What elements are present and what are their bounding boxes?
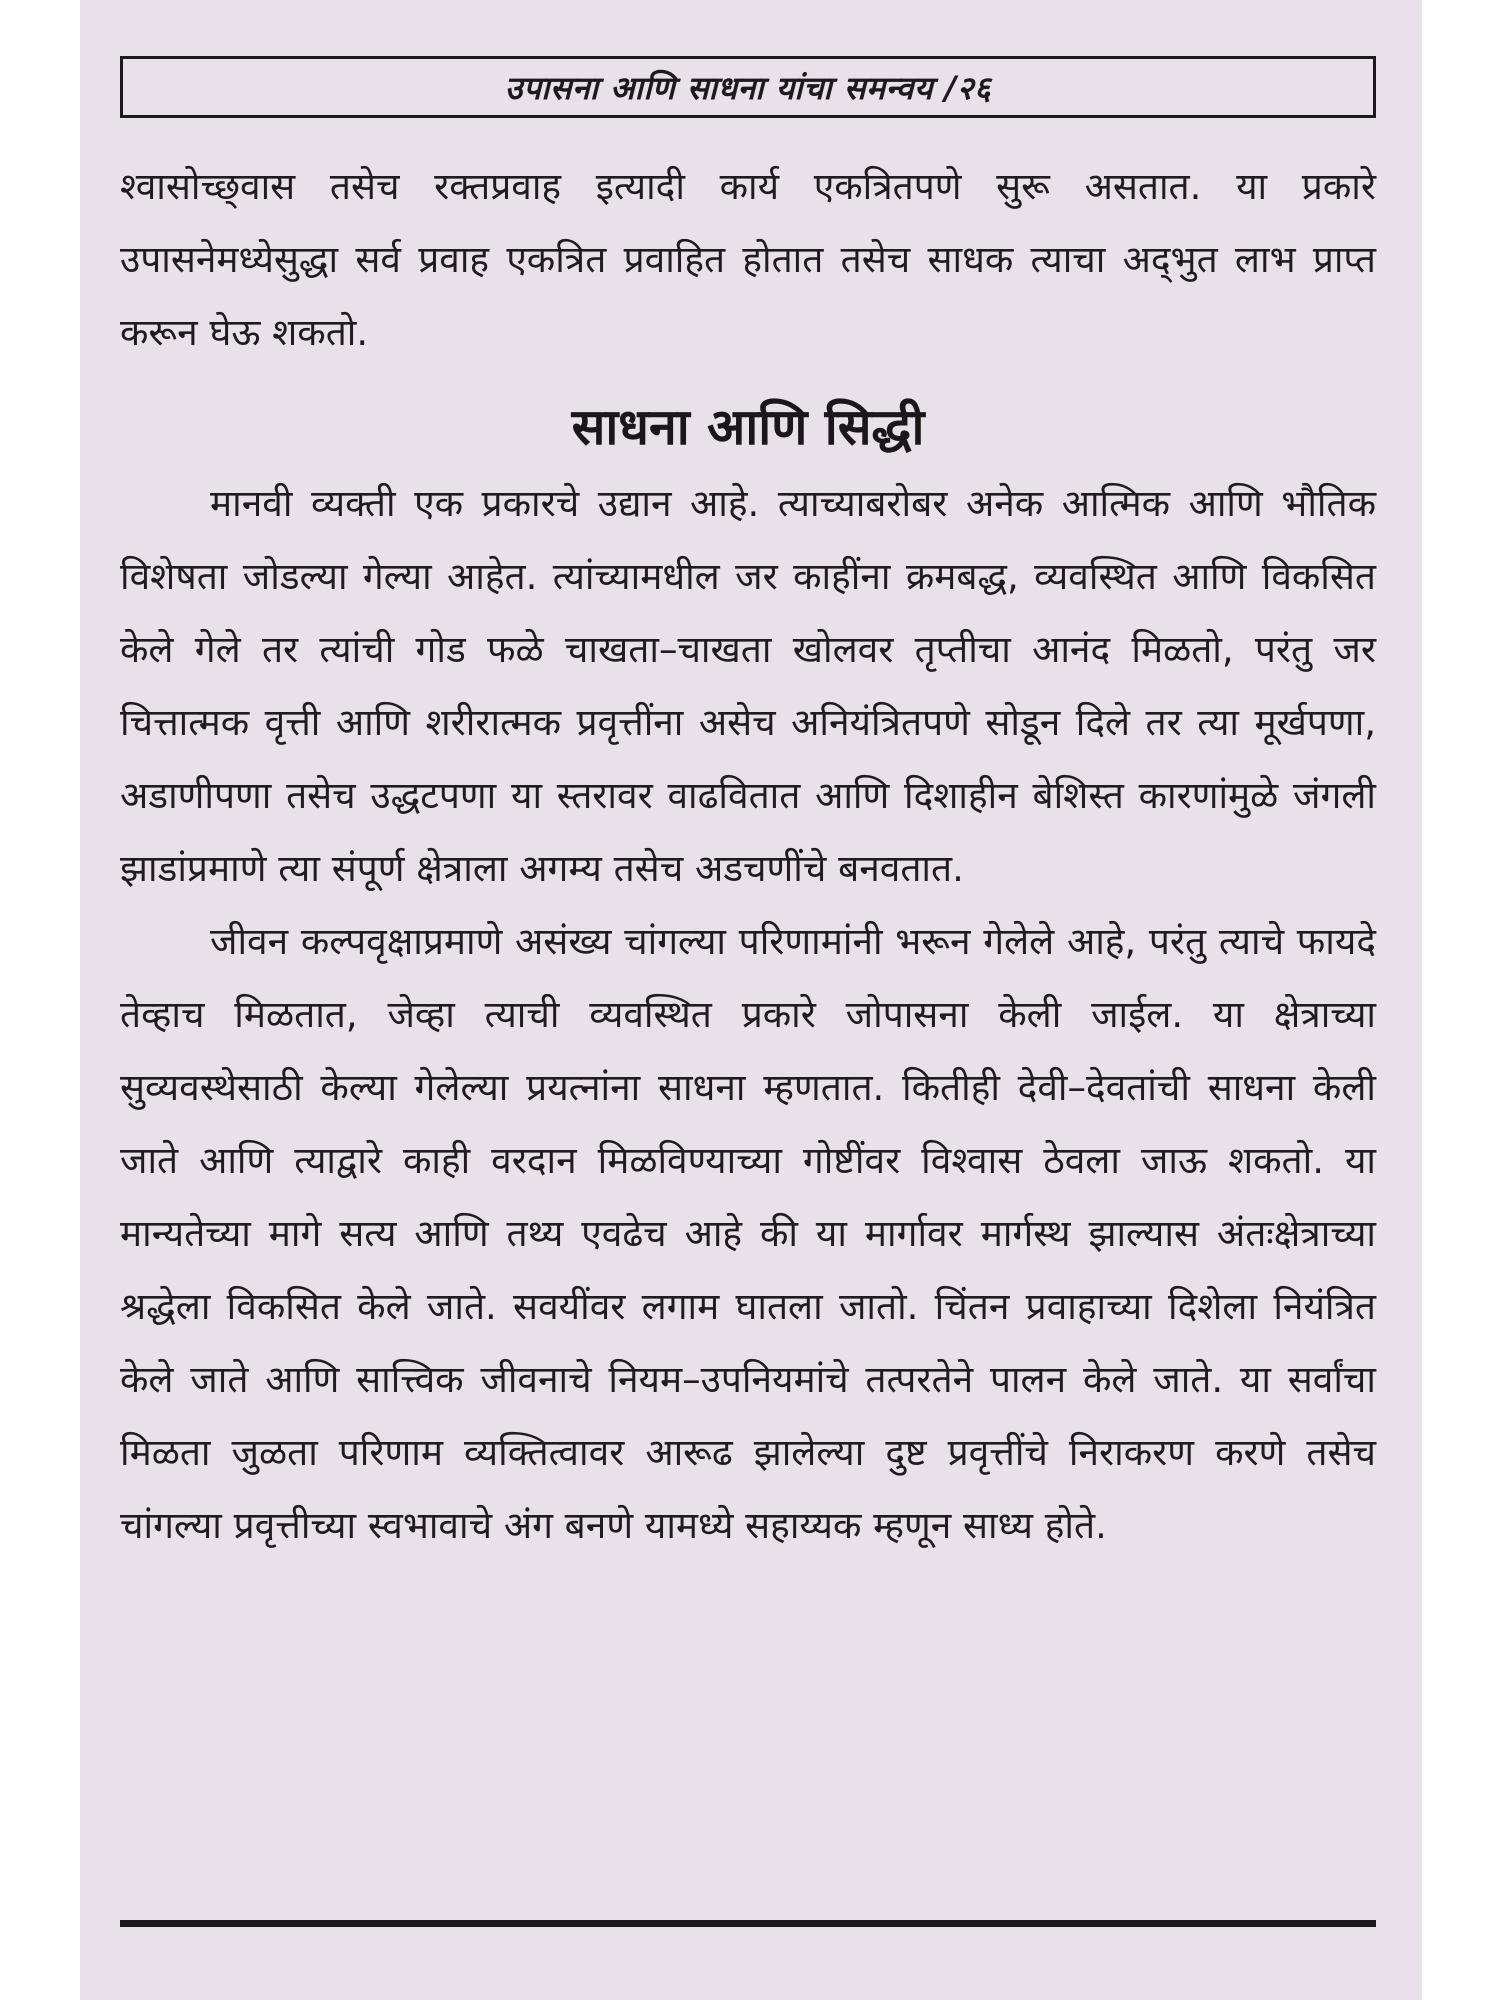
page-body (120, 150, 1376, 1562)
bottom-rule (120, 1920, 1376, 1927)
body-paragraph-1: मानवी व्यक्ती एक प्रकारचे उद्यान आहे. त्याच्याबरोबर अनेक आत्मिक आणि भौतिक विशेषता जोडल्या गेल्या आहेत. त्यांच्यामधील जर काहींना क्रमबद्ध, व्यवस्थित आणि विकसित केले गेले तर त्यांची गोड फळे चाखता–चाखता खोलवर तृप्तीचा आनंद मिळतो, परंतु जर चित्तात्मक वृत्ती आणि शरीरात्मक प्रवृत्तींना असेच अनियंत्रितपणे सोडून दिले तर त्या मूर्खपणा, अडाणीपणा तसेच उद्धटपणा या स्तरावर वाढवितात आणि दिशाहीन बेशिस्त कारणांमुळे जंगली झाडांप्रमाणे त्या संपूर्ण क्षेत्राला अगम्य तसेच अडचणींचे बनवतात. (120, 482, 1376, 890)
body-paragraph-2: जीवन कल्पवृक्षाप्रमाणे असंख्य चांगल्या परिणामांनी भरून गेलेले आहे, परंतु त्याचे फायदे तेव्हाच मिळतात, जेव्हा त्याची व्यवस्थित प्रकारे जोपासना केली जाईल. या क्षेत्राच्या सुव्यवस्थेसाठी केल्या गेलेल्या प्रयत्नांना साधना म्हणतात. कितीही देवी–देवतांची साधना केली जाते आणि त्याद्वारे काही वरदान मिळविण्याच्या गोष्टींवर विश्वास ठेवला जाऊ शकतो. या मान्यतेच्या मागे सत्य आणि तथ्य एवढेच आहे की या मार्गावर मार्गस्थ झाल्यास अंतःक्षेत्राच्या श्रद्धेला विकसित केले जाते. सवयींवर लगाम घातला जातो. चिंतन प्रवाहाच्या दिशेला नियंत्रित केले जाते आणि सात्त्विक जीवनाचे नियम–उपनियमांचे तत्परतेने पालन केले जाते. या सर्वांचा मिळता जुळता परिणाम व्यक्तित्वावर आरूढ झालेल्या दुष्ट प्रवृत्तींचे निराकरण करणे तसेच चांगल्या प्रवृत्तीच्या स्वभावाचे अंग बनणे यामध्ये सहाय्यक म्हणून साध्य होते. (120, 920, 1376, 1547)
running-header (120, 56, 1376, 118)
intro-paragraph: श्वासोच्छ्‌वास तसेच रक्तप्रवाह इत्यादी कार्य एकत्रितपणे सुरू असतात. या प्रकारे उपासनेमध्येसुद्धा सर्व प्रवाह एकत्रित प्रवाहित होतात तसेच साधक त्याचा अद्‌भुत लाभ प्राप्त करून घेऊ शकतो. (120, 165, 1376, 354)
book-page (80, 0, 1422, 2000)
section-heading: साधना आणि सिद्धी (571, 398, 925, 456)
running-header-title: उपासना आणि साधना यांचा समन्वय /२६ (504, 68, 992, 107)
